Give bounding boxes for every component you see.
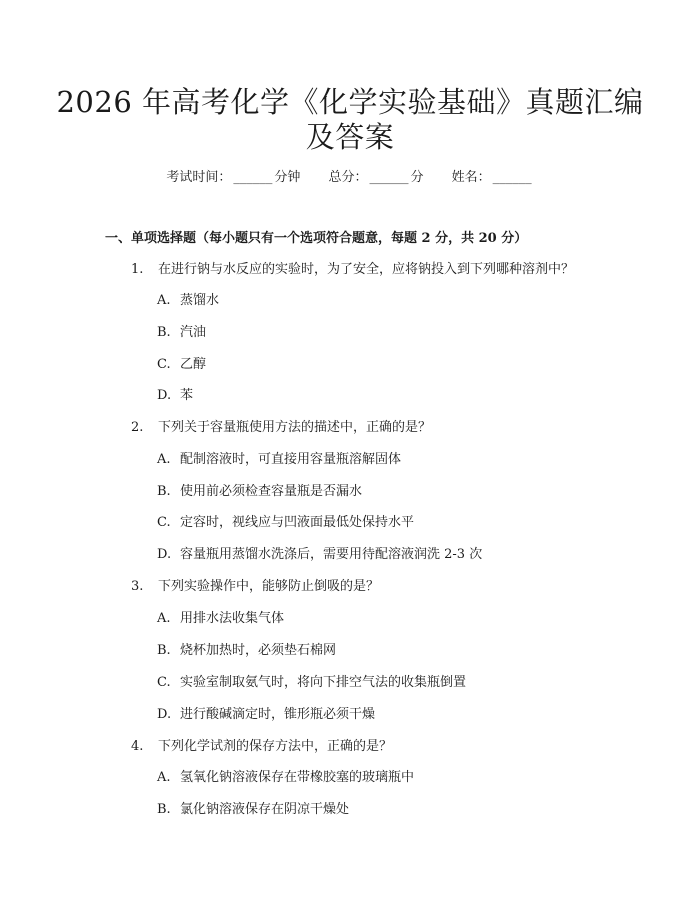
question-text: 在进行钠与水反应的实验时，为了安全，应将钠投入到下列哪种溶剂中？ [158, 262, 575, 277]
option-text: 使用前必须检查容量瓶是否漏水 [180, 484, 363, 499]
option-letter: D. [157, 547, 172, 562]
question-text: 下列化学试剂的保存方法中，正确的是？ [158, 739, 393, 754]
question-1-option-b [157, 323, 206, 343]
option-letter: C. [157, 357, 171, 372]
option-letter: B. [157, 643, 171, 658]
question-text: 下列实验操作中，能够防止倒吸的是？ [158, 579, 380, 594]
option-letter: D. [157, 388, 172, 403]
option-text: 容量瓶用蒸馏水洗涤后，需要用待配溶液润洗 2-3 次 [180, 547, 483, 562]
question-4 [131, 737, 392, 757]
question-number: 1. [131, 262, 144, 277]
option-text: 进行酸碱滴定时，锥形瓶必须干燥 [180, 707, 376, 722]
name-field [452, 168, 534, 188]
total-score-field [328, 168, 423, 188]
page-title: 2026 年高考化学《化学实验基础》真题汇编 [56, 85, 644, 119]
option-text: 氢氧化钠溶液保存在带橡胶塞的玻璃瓶中 [180, 770, 415, 785]
option-letter: A. [157, 452, 171, 467]
exam-time-unit: 分钟 [274, 170, 301, 185]
option-letter: D. [157, 707, 172, 722]
exam-time-blank: ______ [233, 170, 273, 185]
option-letter: A. [157, 293, 171, 308]
total-score-label: 总分： [328, 170, 368, 185]
question-3-option-b [157, 641, 336, 661]
option-text: 蒸馏水 [180, 293, 220, 308]
question-1-option-c [157, 355, 206, 375]
option-letter: B. [157, 325, 171, 340]
question-number: 4. [131, 739, 144, 754]
question-2 [131, 418, 431, 438]
question-4-option-a [157, 768, 414, 788]
question-1-option-d [157, 386, 193, 406]
section-heading: 一、单项选择题（每小题只有一个选项符合题意，每题 2 分，共 20 分） [105, 231, 528, 246]
question-1 [131, 260, 574, 280]
name-label: 姓名： [451, 170, 491, 185]
total-score-unit: 分 [410, 170, 424, 185]
option-text: 定容时，视线应与凹液面最低处保持水平 [180, 515, 415, 530]
option-text: 用排水法收集气体 [180, 611, 285, 626]
option-letter: C. [157, 675, 171, 690]
exam-time-label: 考试时间： [166, 170, 232, 185]
name-blank: ______ [492, 170, 532, 185]
option-text: 乙醇 [180, 357, 207, 372]
question-3-option-d [157, 705, 375, 725]
question-2-option-d [157, 545, 482, 565]
total-score-blank: ______ [369, 170, 409, 185]
option-letter: B. [157, 802, 171, 817]
question-number: 2. [131, 420, 144, 435]
question-3-option-c [157, 673, 466, 693]
page-title-line2: 及答案 [305, 120, 395, 154]
question-3 [131, 577, 379, 597]
option-letter: B. [157, 484, 171, 499]
option-letter: A. [157, 611, 171, 626]
option-text: 实验室制取氨气时，将向下排空气法的收集瓶倒置 [180, 675, 467, 690]
question-2-option-b [157, 482, 362, 502]
option-text: 汽油 [180, 325, 207, 340]
option-text: 氯化钠溶液保存在阴凉干燥处 [180, 802, 350, 817]
question-2-option-a [157, 450, 401, 470]
option-text: 配制溶液时，可直接用容量瓶溶解固体 [180, 452, 402, 467]
question-3-option-a [157, 609, 284, 629]
exam-time-field [166, 168, 300, 188]
question-1-option-a [157, 291, 219, 311]
option-letter: A. [157, 770, 171, 785]
question-text: 下列关于容量瓶使用方法的描述中，正确的是？ [158, 420, 432, 435]
option-text: 烧杯加热时，必须垫石棉网 [180, 643, 337, 658]
option-text: 苯 [180, 388, 194, 403]
exam-meta [0, 168, 700, 188]
question-2-option-c [157, 513, 414, 533]
option-letter: C. [157, 515, 171, 530]
question-number: 3. [131, 579, 144, 594]
question-4-option-b [157, 800, 349, 820]
